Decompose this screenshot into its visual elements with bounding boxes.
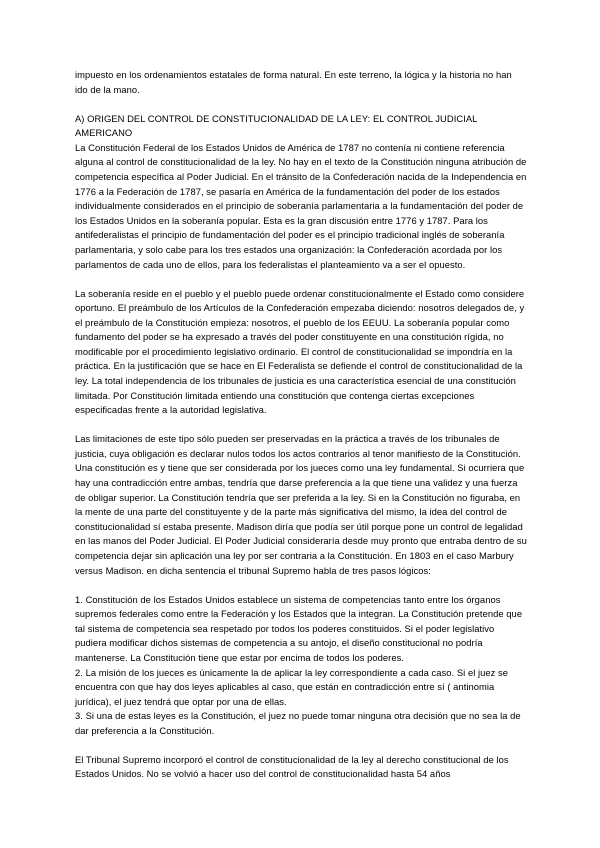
list-item-3: 3. Si una de estas leyes es la Constitución, el juez no puede tomar ninguna otra decisión que no sea la de dar preferencia a la Constitución. <box>75 710 521 736</box>
logical-steps-list <box>75 593 527 739</box>
document-page <box>75 68 527 782</box>
paragraph-limitations: Las limitaciones de este tipo sólo pueden ser preservadas en la práctica a través de los tribunales de justicia, cuya obligación es declarar nulos todos los actos contrarios al tenor manifiesto de la Constitución. Una constitución es y tiene que ser considerada por los jueces como una ley fundamental. Si ocurriera que hay una contradicción entre ambas, tendría que darse preferencia a la que tiene una validez y una fuerza de obligar superior. La Constitución tendría que ser preferida a la ley. Si en la Constitución no figuraba, en la mente de una parte del constituyente y de la parte más significativa del mismo, la idea del control de constitucionalidad sí estaba presente. Madison diría que podía ser útil porque pone un control de legalidad en las manos del Poder Judicial. El Poder Judicial consideraría desde muy pronto que entraba dentro de su competencia dejar sin aplicación una ley por ser contraria a la Constitución. En 1803 en el caso Marbury versus Madison. en dicha sentencia el tribunal Supremo habla de tres pasos lógicos: <box>75 433 527 576</box>
section-heading: A) ORIGEN DEL CONTROL DE CONSTITUCIONALIDAD DE LA LEY: EL CONTROL JUDICIAL AMERICANO <box>75 112 478 139</box>
list-item-1: 1. Constitución de los Estados Unidos establece un sistema de competencias tanto entre los órganos supremos federales como entre la Federación y los Estados que la integran. La Constitución pretende que tal sistema de competencia sea respetado por todos los poderes constituidos. Si el poder legislativo pudiera modificar dichos sistemas de competencia a su antojo, el diseño constitucional no podría mantenerse. La Constitución tiene que estar por encima de todos los poderes. <box>75 593 523 663</box>
paragraph-supreme-court: El Tribunal Supremo incorporó el control de constitucionalidad de la ley al derecho constitucional de los Estados Unidos. No se volvió a hacer uso del control de constitucionalidad hasta 54 años <box>75 753 509 780</box>
paragraph-constitution-1787: La Constitución Federal de los Estados Unidos de América de 1787 no contenía ni contiene referencia alguna al control de constitucionalidad de la ley. No hay en el texto de la Constitución ninguna atribución de competencia específica al Poder Judicial. En el tránsito de la Confederación nacida de la Independencia en 1776 a la Federación de 1787, se pasaría en América de la fundamentación del poder de los estados individualmente considerados en el principio de soberanía parlamentaria a la fundamentación del poder de los Estados Unidos en la soberanía popular. Esta es la gran discusión entre 1776 y 1787. Para los antifederalistas el principio de fundamentación del poder es el principio tradicional inglés de soberanía parlamentaria, y solo cabe para los tres estados una organización: la Confederación acordada por los parlamentos de cada uno de ellos, para los federalistas el planteamiento va a ser el opuesto. <box>75 141 527 270</box>
list-item-2: 2. La misión de los jueces es únicamente la de aplicar la ley correspondiente a cada caso. Si el juez se encuentra con que hay dos leyes aplicables al caso, que están en contradicción entre sí ( antinomia jurídica), el juez tendrá que optar por una de ellas. <box>75 666 509 707</box>
paragraph-popular-sovereignty: La soberanía reside en el pueblo y el pueblo puede ordenar constitucionalmente el Estado como considere oportuno. El preámbulo de los Artículos de la Confederación empezaba diciendo: nosotros delegados de, y el preámbulo de la Constitución empieza: nosotros, el pueblo de los EEUU. La soberanía popular como fundamento del poder se ha expresado a través del poder constituyente en una constitución rígida, no modificable por el procedimiento legislativo ordinario. El control de constitucionalidad se impondría en la práctica. En la justificación que se hace en El Federalista se defiende el control de constitucionalidad de la ley. La total independencia de los tribunales de justicia es una característica esencial de una constitución limitada. Por Constitución limitada entiendo una constitución que contenga ciertas excepciones especificadas frente a la autoridad legislativa. <box>75 287 525 416</box>
paragraph-intro: impuesto en los ordenamientos estatales de forma natural. En este terreno, la lógica y la historia no han ido de la mano. <box>75 69 512 95</box>
